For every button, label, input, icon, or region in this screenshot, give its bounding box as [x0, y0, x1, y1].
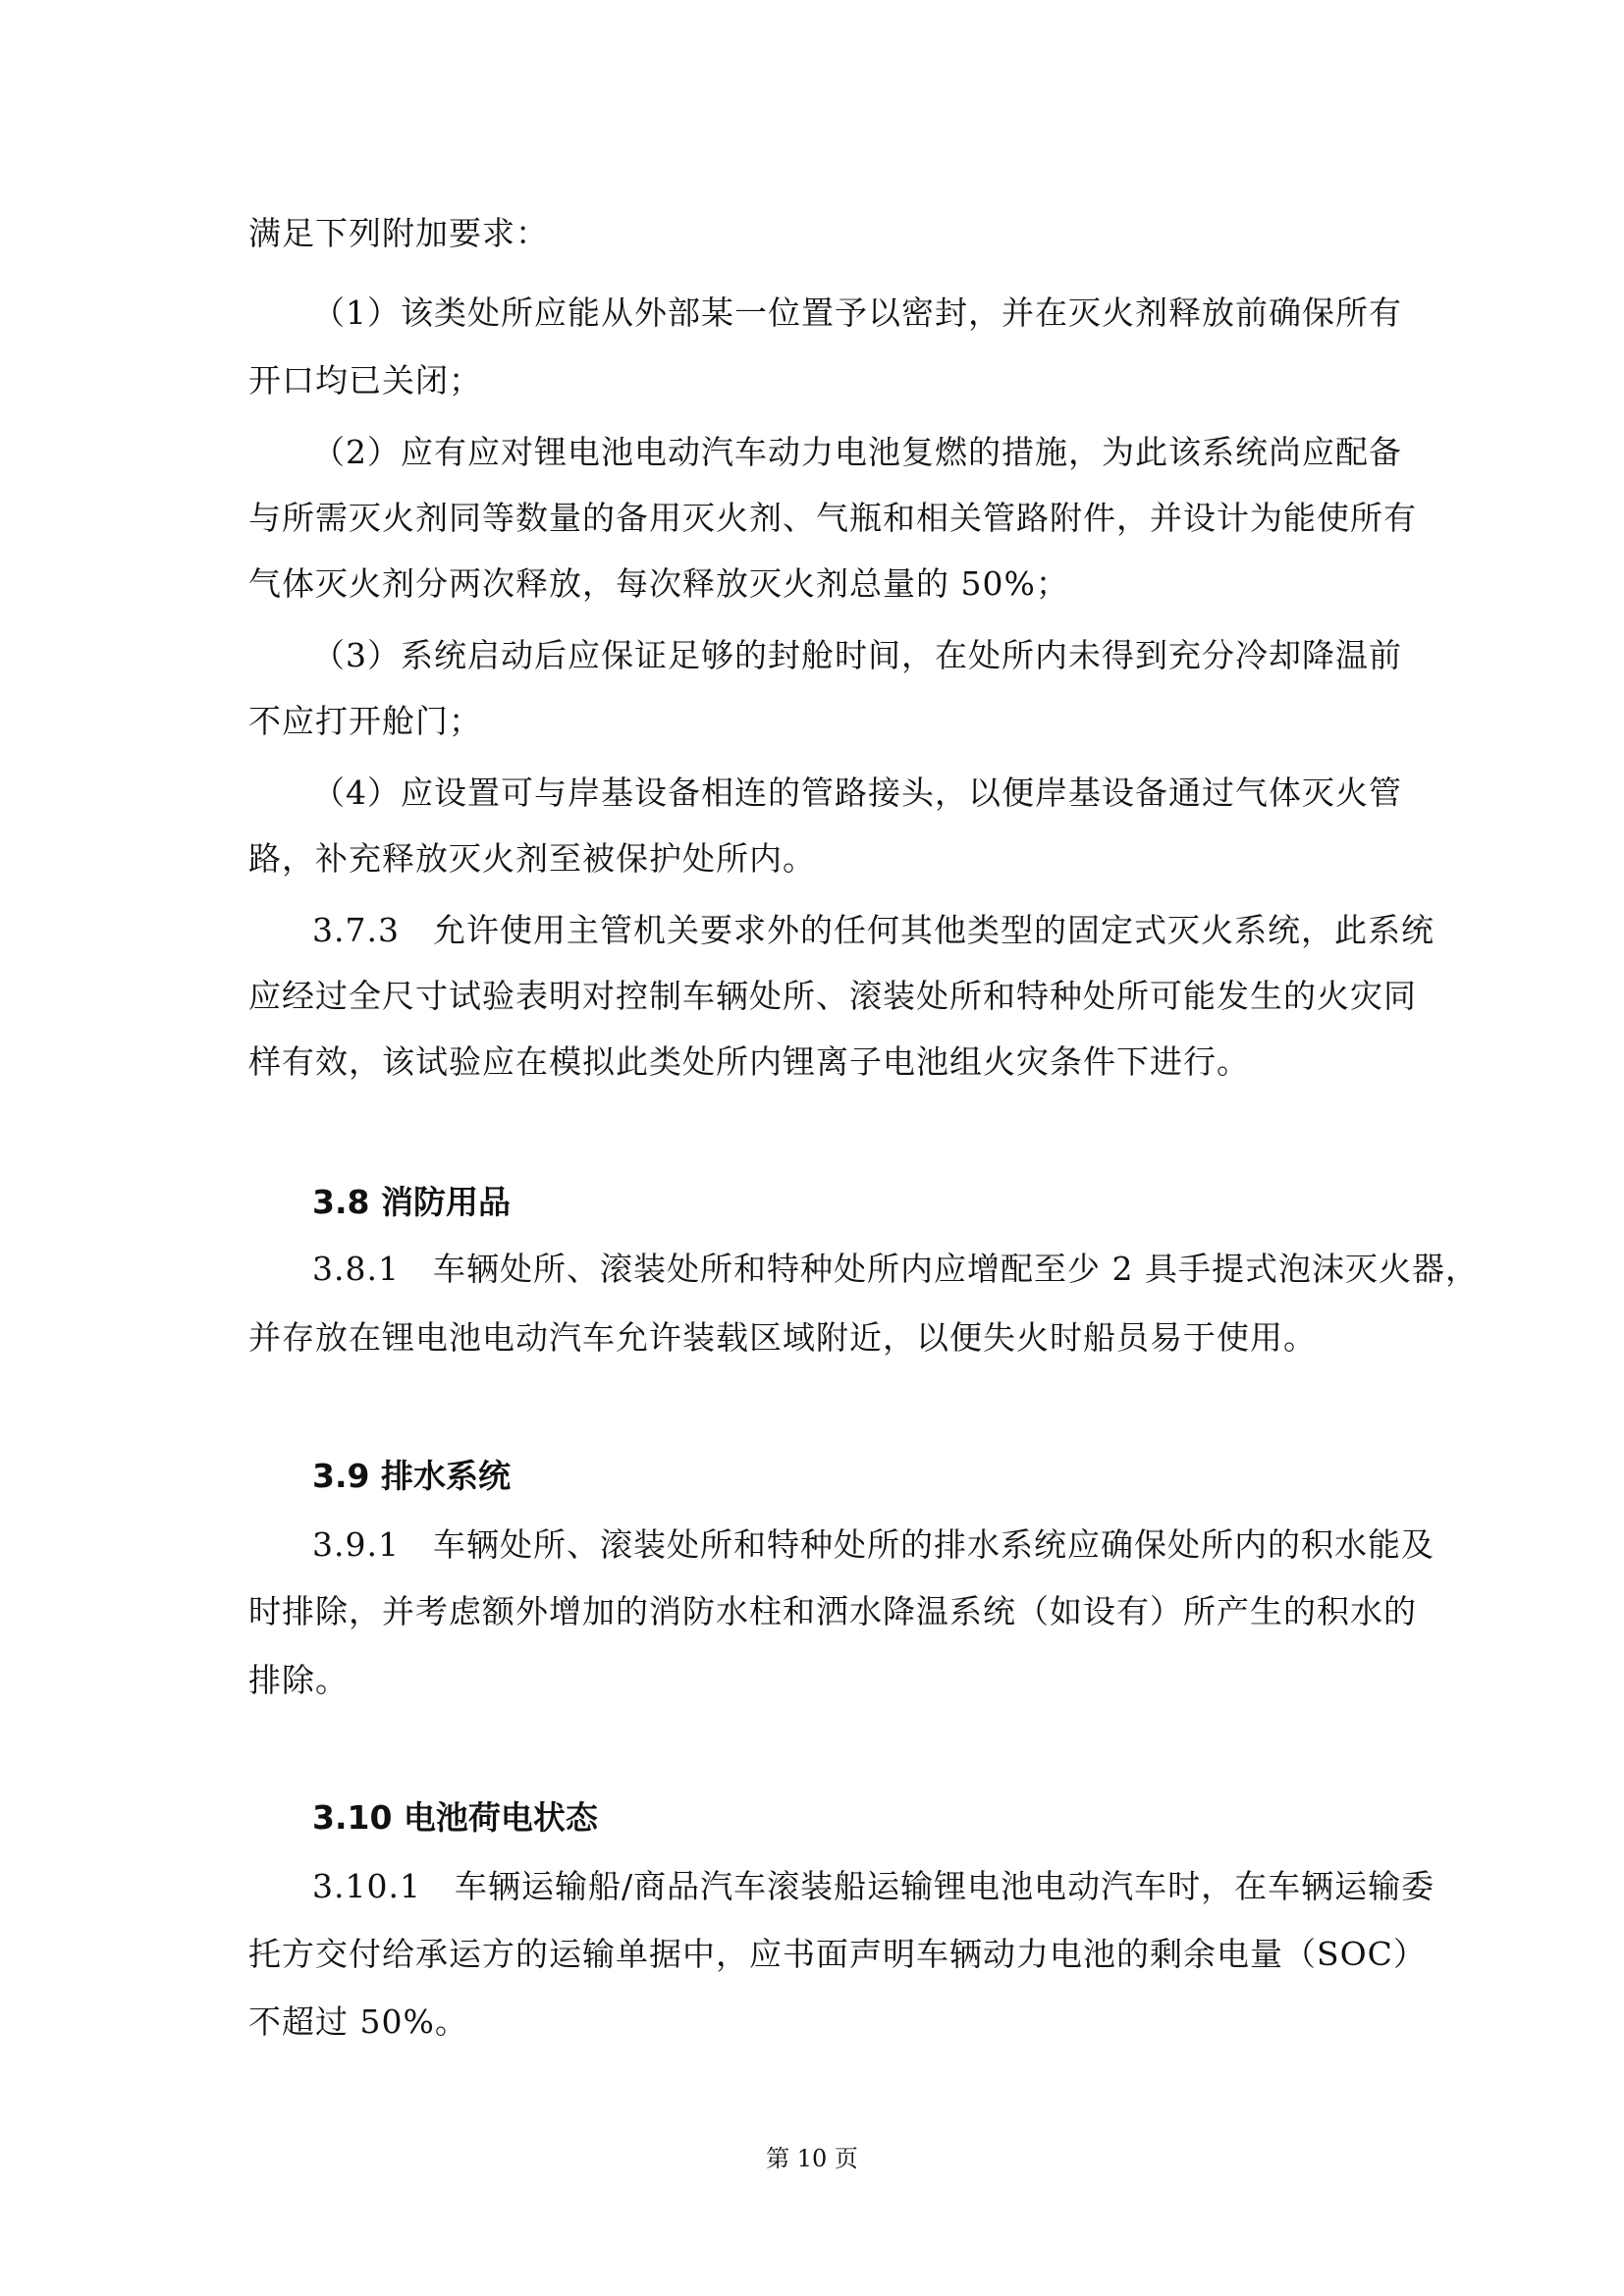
clause-3-8-1-line-2: 并存放在锂电池电动汽车允许装载区域附近，以便失火时船员易于使用。	[248, 1318, 1317, 1357]
clause-3-10-1-line-1: 3.10.1 车辆运输船/商品汽车滚装船运输锂电池电动汽车时，在车辆运输委	[312, 1867, 1435, 1905]
clause-3-7-3-line-3: 样有效，该试验应在模拟此类处所内锂离子电池组火灾条件下进行。	[248, 1042, 1250, 1081]
item-2-line-3: 气体灭火剂分两次释放，每次释放灭火剂总量的 50%；	[248, 564, 1069, 603]
clause-3-7-3-line-2: 应经过全尺寸试验表明对控制车辆处所、滚装处所和特种处所可能发生的火灾同	[248, 977, 1417, 1015]
section-heading-3-10: 3.10 电池荷电状态	[312, 1798, 598, 1837]
paragraph-intro: 满足下列附加要求：	[248, 214, 549, 252]
clause-3-9-1-line-3: 排除。	[248, 1661, 349, 1699]
page-number: 第 10 页	[766, 2145, 858, 2172]
item-1-line-1: （1）该类处所应能从外部某一位置予以密封，并在灭火剂释放前确保所有	[312, 294, 1402, 332]
clause-3-10-1-line-3: 不超过 50%。	[248, 2002, 468, 2041]
clause-3-8-1-line-1: 3.8.1 车辆处所、滚装处所和特种处所内应增配至少 2 具手提式泡沫灭火器，	[312, 1250, 1479, 1288]
item-4-line-1: （4）应设置可与岸基设备相连的管路接头，以便岸基设备通过气体灭火管	[312, 774, 1402, 812]
section-heading-3-9: 3.9 排水系统	[312, 1457, 511, 1495]
item-4-line-2: 路，补充释放灭火剂至被保护处所内。	[248, 839, 816, 878]
clause-3-9-1-line-1: 3.9.1 车辆处所、滚装处所和特种处所的排水系统应确保处所内的积水能及	[312, 1525, 1435, 1564]
clause-3-9-1-line-2: 时排除，并考虑额外增加的消防水柱和洒水降温系统（如设有）所产生的积水的	[248, 1592, 1417, 1630]
item-2-line-1: （2）应有应对锂电池电动汽车动力电池复燃的措施，为此该系统尚应配备	[312, 433, 1402, 471]
item-3-line-2: 不应打开舱门；	[248, 702, 482, 740]
item-2-line-2: 与所需灭火剂同等数量的备用灭火剂、气瓶和相关管路附件，并设计为能使所有	[248, 499, 1417, 537]
clause-3-7-3-line-1: 3.7.3 允许使用主管机关要求外的任何其他类型的固定式灭火系统，此系统	[312, 911, 1435, 949]
section-heading-3-8: 3.8 消防用品	[312, 1183, 511, 1221]
item-3-line-1: （3）系统启动后应保证足够的封舱时间，在处所内未得到充分冷却降温前	[312, 636, 1402, 674]
clause-3-10-1-line-2: 托方交付给承运方的运输单据中，应书面声明车辆动力电池的剩余电量（SOC）	[248, 1935, 1427, 1973]
item-1-line-2: 开口均已关闭；	[248, 361, 482, 400]
